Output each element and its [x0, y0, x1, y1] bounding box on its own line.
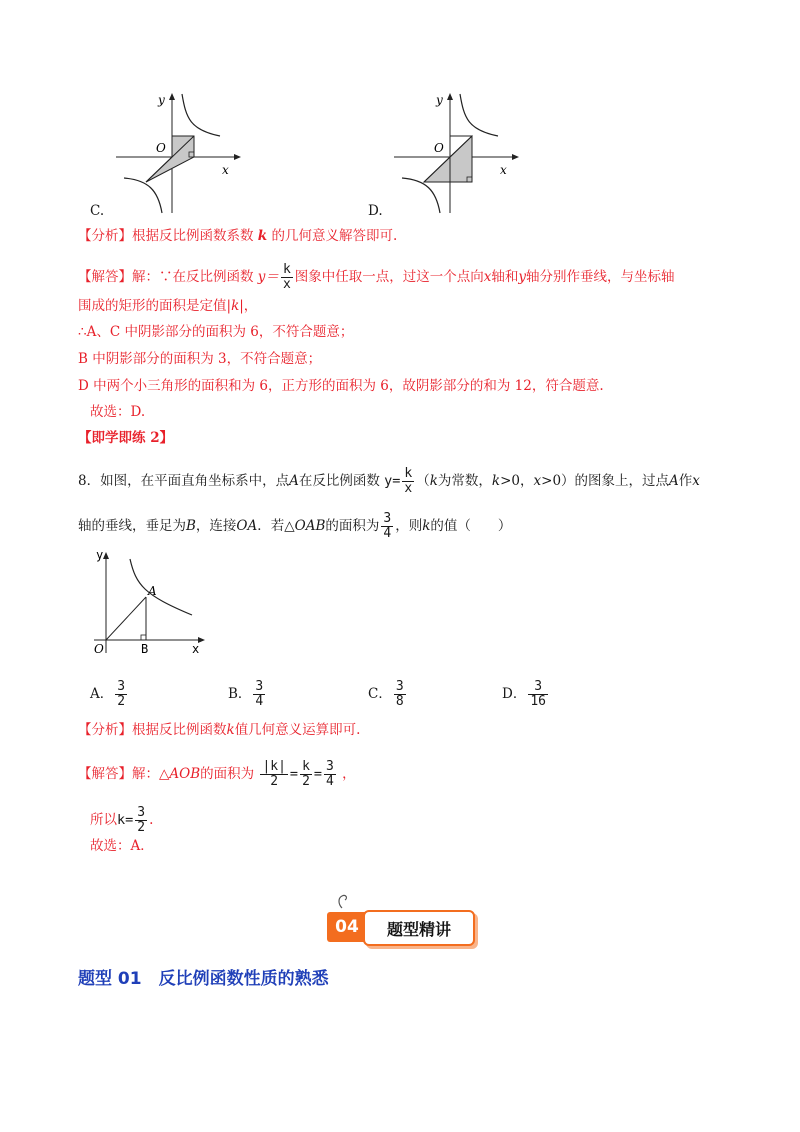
solution-x: x	[483, 269, 492, 285]
option-d-choice-label: D．	[502, 686, 527, 702]
option-c-label: C.	[90, 203, 105, 219]
q8-solution-end: ，	[342, 766, 356, 782]
q8-frac3-den: 4	[326, 774, 334, 789]
q8-analysis	[78, 720, 360, 740]
q8-text-b: 在反比例函数	[298, 473, 380, 489]
solution-fraction	[281, 263, 293, 292]
q8-text-c: （	[416, 473, 430, 489]
q8-oa: OA	[236, 518, 258, 534]
q8-y-eq: y=	[384, 473, 401, 489]
option-c-fraction	[394, 680, 406, 709]
solution-text: 解：∵在反比例函数	[132, 269, 254, 285]
option-b-label: B．	[228, 686, 252, 702]
option-c-num: 3	[395, 679, 404, 694]
q8-oab: OAB	[294, 518, 326, 534]
q8-k3: k	[422, 518, 431, 534]
q8-text-e: >0，	[500, 473, 534, 489]
q8-solution-frac4	[135, 806, 147, 835]
q8-k-eq: k=	[117, 812, 134, 828]
q8-solution-aob: AOB	[169, 766, 201, 782]
section-banner	[327, 908, 477, 944]
q8-x1: x	[533, 473, 542, 489]
graph-c-origin-label: O	[156, 141, 166, 155]
option-b-num: 3	[255, 679, 264, 694]
q8-frac2-num: k	[302, 759, 310, 774]
q8-analysis-tag: 【分析】	[78, 722, 132, 738]
q8-graph-x-label: x	[192, 642, 200, 656]
q8-frac3-num: 3	[326, 759, 334, 774]
q8-graph	[88, 545, 208, 657]
q8-graph-a-label: A	[148, 584, 157, 598]
option-a-label: A．	[90, 686, 114, 702]
q8-solution-line2	[90, 806, 153, 835]
q8-graph-b-label: B	[141, 642, 149, 656]
q8-eq2: =	[313, 766, 323, 782]
q8-k2: k	[491, 473, 501, 489]
option-a-num: 3	[117, 679, 126, 694]
q8-point-a2: A	[669, 473, 679, 489]
graph-d-origin-label: O	[434, 141, 444, 155]
banner-number: 04	[327, 912, 367, 942]
q8-frac2-den: 2	[302, 774, 310, 789]
option-c-choice-label: C．	[368, 686, 392, 702]
q8-solution-text-a: 解：△	[132, 766, 170, 782]
q8-line2	[78, 512, 511, 541]
option-a-fraction	[115, 680, 127, 709]
graph-c	[108, 88, 248, 218]
q8-area-fraction	[381, 512, 393, 541]
q8-analysis-text-end: 值几何意义运算即可.	[234, 722, 361, 738]
prev-solution-line2	[78, 296, 257, 316]
option-d-label: D.	[368, 203, 383, 219]
q8-solution-tag: 【解答】	[78, 766, 132, 782]
graph-d-x-label: x	[500, 163, 507, 177]
option-d-fraction	[528, 680, 548, 709]
q8-line2-e: ，则	[395, 518, 423, 534]
q8-frac1-den: 2	[270, 774, 279, 789]
graph-c-x-label: x	[222, 163, 229, 177]
q8-k1: k	[429, 473, 438, 489]
option-b-fraction	[253, 680, 265, 709]
q8-frac4-den: 2	[137, 820, 146, 835]
q8-number: 8．	[78, 473, 101, 489]
q8-frac1-num: |k|	[262, 759, 286, 774]
option-c[interactable]	[368, 680, 408, 709]
solution-text-b: 图象中任取一点，过这一个点向	[294, 269, 484, 285]
solution-text-c: 轴和	[491, 269, 519, 285]
option-b[interactable]	[228, 680, 267, 709]
prev-solution-line1	[78, 263, 675, 292]
q8-text-f: >0）的图象上，过点	[541, 473, 670, 489]
section-heading: 题型 01 反比例函数性质的熟悉	[78, 969, 329, 989]
q8-point-b: B	[186, 518, 196, 534]
q8-solution-frac3	[324, 760, 336, 789]
solution-tag: 【解答】	[78, 269, 132, 285]
q8-solution-choose: 故选：A．	[90, 838, 154, 854]
q8-solution-so: 所以	[90, 812, 117, 828]
q8-line1	[78, 467, 700, 496]
option-a[interactable]	[90, 680, 129, 709]
graph-d-y-label: y	[436, 93, 443, 107]
prev-solution-line5: D 中两个小三角形的面积和为 6，正方形的面积为 6，故阴影部分的和为 12，符合题意.	[78, 378, 604, 394]
q8-line2-d: 的面积为	[325, 518, 380, 534]
q8-eq1: =	[289, 766, 299, 782]
q8-fraction	[402, 467, 414, 496]
analysis-k: k	[257, 228, 268, 244]
banner-text: 题型精讲	[363, 910, 475, 946]
q8-text-g: 作	[678, 473, 693, 489]
solution-line2-end: |，	[239, 298, 258, 314]
solution-line2-k: k	[231, 298, 240, 314]
option-c-den: 8	[395, 694, 404, 709]
q8-text-a: 如图，在平面直角坐标系中，点	[100, 473, 290, 489]
q8-solution-text-b: 的面积为	[200, 766, 255, 782]
solution-y-eq: y＝	[257, 269, 279, 285]
analysis-text-end: 的几何意义解答即可.	[271, 228, 398, 244]
q8-frac4-num: 3	[137, 805, 146, 820]
fraction-numerator: k	[282, 262, 291, 277]
solution-y: y	[518, 269, 527, 285]
option-d[interactable]	[502, 680, 550, 709]
prev-solution-line4: B 中阴影部分的面积为 3，不符合题意；	[78, 351, 322, 367]
q8-x2: x	[692, 473, 700, 489]
analysis-text: 根据反比例函数系数	[132, 228, 254, 244]
option-d-num: 3	[534, 679, 543, 694]
q8-analysis-k: k	[226, 722, 235, 738]
q8-analysis-text: 根据反比例函数	[132, 722, 227, 738]
prev-solution-line3: ∴A、C 中阴影部分的面积为 6，不符合题意；	[78, 324, 354, 340]
graph-d	[386, 88, 526, 218]
q8-solution-line1	[78, 760, 356, 789]
q8-line2-b: ，连接	[195, 518, 237, 534]
prev-analysis	[78, 226, 397, 246]
option-b-den: 4	[255, 694, 264, 709]
practice-title: 【即学即练 2】	[78, 430, 174, 446]
q8-frac-den: x	[404, 481, 413, 496]
solution-text-d: 轴分别作垂线，与坐标轴	[526, 269, 675, 285]
solution-line2-text: 围成的矩形的面积是定值|	[78, 298, 232, 314]
q8-solution-frac1	[260, 760, 287, 789]
q8-frac-num: k	[404, 466, 413, 481]
q8-line2-f: 的值（ ）	[430, 518, 512, 534]
option-a-den: 2	[117, 694, 126, 709]
graph-c-y-label: y	[158, 93, 165, 107]
q8-graph-y-label: y	[96, 548, 104, 562]
fraction-denominator: x	[282, 277, 291, 292]
q8-solution-period: .	[149, 812, 154, 828]
q8-point-a: A	[289, 473, 299, 489]
prev-solution-line6: 故选：D.	[90, 404, 146, 420]
analysis-tag: 【分析】	[78, 228, 132, 244]
q8-line2-c: ．若△	[257, 518, 295, 534]
option-d-den: 16	[530, 694, 546, 709]
q8-area-den: 4	[383, 526, 392, 541]
q8-line2-a: 轴的垂线，垂足为	[78, 518, 186, 534]
q8-area-num: 3	[383, 511, 392, 526]
q8-graph-origin-label: O	[94, 642, 104, 656]
q8-text-d: 为常数，	[437, 473, 492, 489]
q8-solution-frac2	[300, 760, 312, 789]
